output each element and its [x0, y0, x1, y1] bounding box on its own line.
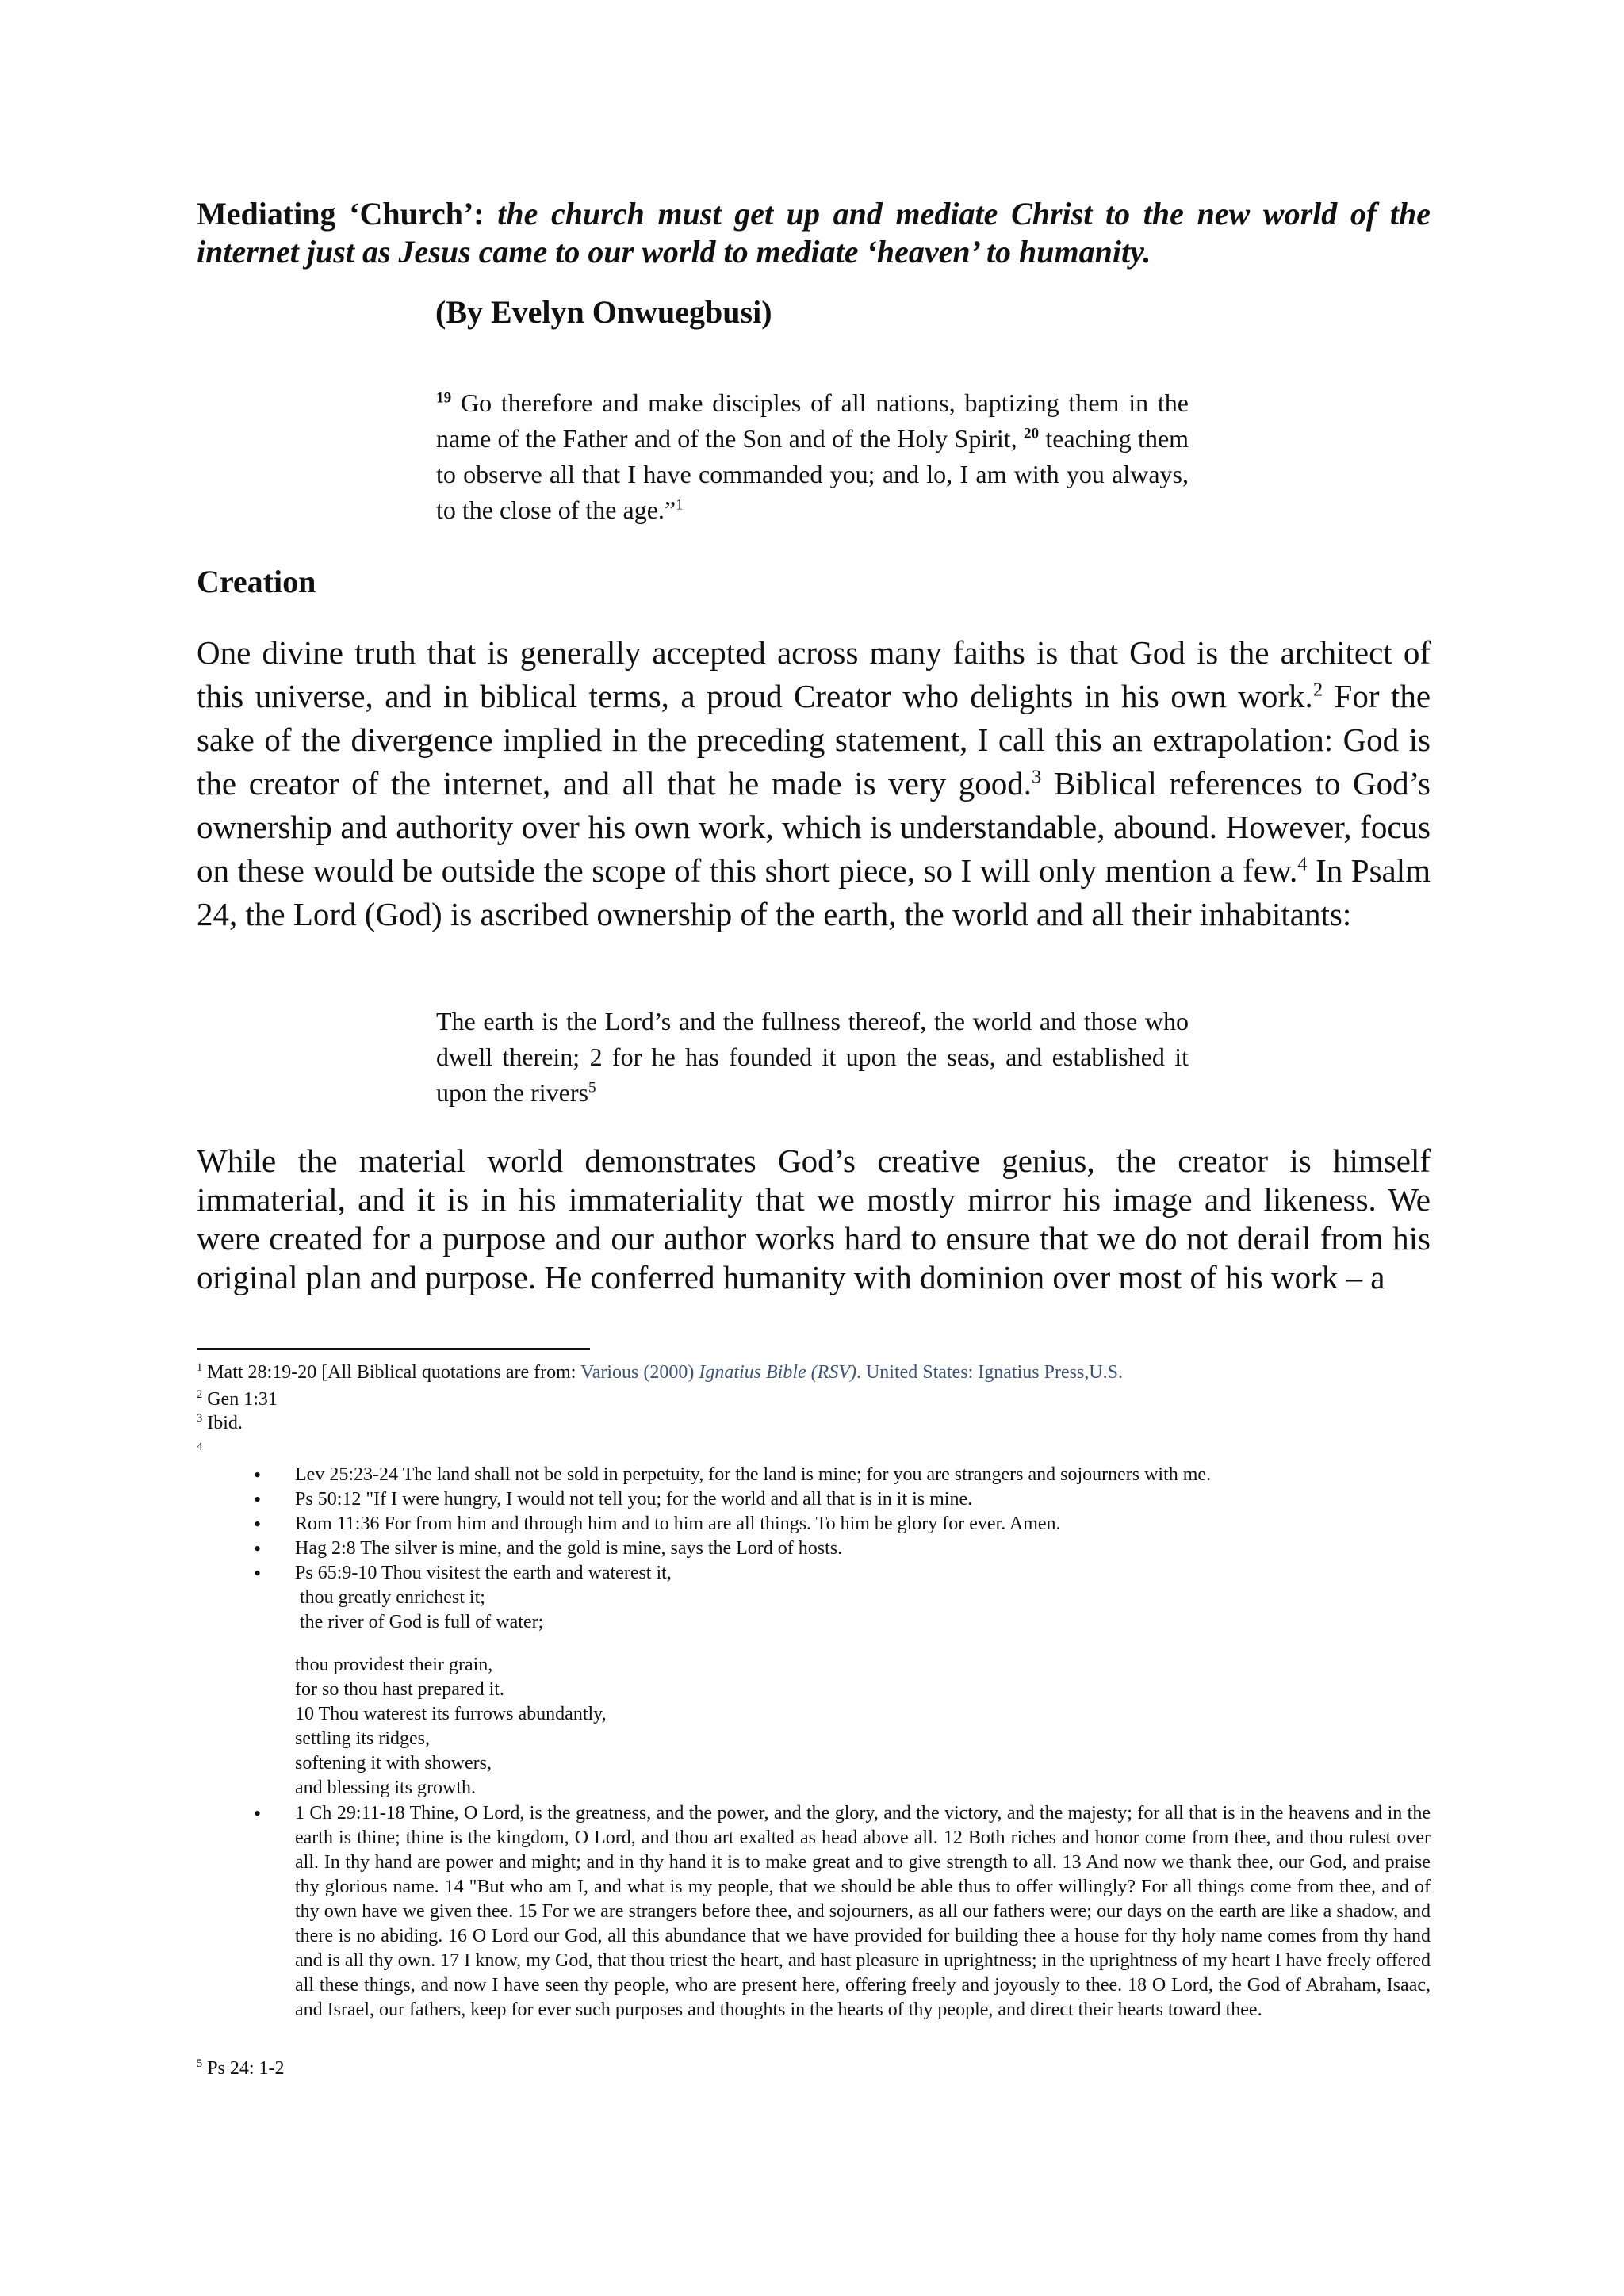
paragraph-text: For the sake of the divergence implied in the preceding statement, I call this an extrapolation: God is the creator of the internet, and all that he made is very good.: [197, 678, 1431, 802]
footnote-text: Ibid.: [207, 1413, 243, 1433]
epigraph-text: Go therefore and make disciples of all nations, baptizing them in the name of the Father and of the Son and of the Holy Spirit,: [436, 388, 1189, 453]
footnote-ref[interactable]: 3: [1032, 766, 1042, 788]
verse-number: 19: [436, 389, 452, 407]
footnote-ref[interactable]: 2: [1312, 679, 1323, 701]
footnote-1: [197, 1360, 1434, 1384]
verse-line: softening it with showers,: [295, 1753, 492, 1774]
list-item: • Ps 50:12 "If I were hungry, I would not tell you; for the world and all that is in it is mine.: [295, 1487, 1431, 1512]
verse-line: for so thou hast prepared it.: [295, 1679, 504, 1700]
footnote-text: Ps 24: 1-2: [207, 2058, 285, 2079]
verse-line: 10 Thou waterest its furrows abundantly,: [295, 1704, 607, 1724]
verse-number: 20: [1023, 425, 1040, 442]
paragraph-text: One divine truth that is generally accepted across many faiths is that God is the architect of this universe, and in biblical terms, a proud Creator who delights in his own work.: [197, 634, 1431, 714]
footnote-text: Matt 28:19-20 [All Biblical quotations are from:: [207, 1362, 576, 1383]
footnote-number: 3: [197, 1412, 203, 1425]
footnote-4: 4: [197, 1441, 203, 1453]
footnote-number: 5: [197, 2057, 203, 2070]
list-item: • Rom 11:36 For from him and through him and to him are all things. To him be glory for ever. Amen.: [295, 1512, 1431, 1536]
verse-line: thou greatly enrichest it;: [295, 1587, 485, 1608]
list-item: • Lev 25:23-24 The land shall not be sold in perpetuity, for the land is mine; for you are strangers and sojourners with me.: [295, 1463, 1431, 1487]
citation-author: Various (2000): [580, 1362, 695, 1383]
footnote-5: [197, 2057, 285, 2080]
article-title: [197, 195, 1431, 271]
verse-lines: [295, 1586, 1431, 1635]
paragraph-text: Biblical references to God’s ownership and authority over his own work, which is understandable, abound. However, focus on these would be outside the scope of this short piece, so I will only mention a few.: [197, 765, 1431, 889]
citation-title: Ignatius Bible (RSV): [699, 1362, 856, 1383]
verse-continuation: [295, 1653, 607, 1800]
citation-publisher: . United States: Ignatius Press,U.S.: [856, 1362, 1123, 1383]
paragraph-text: In Psalm 24, the Lord (God) is ascribed ownership of the earth, the world and all their inhabitants:: [197, 852, 1431, 932]
footnote-number: 2: [197, 1388, 203, 1401]
body-paragraph: While the material world demonstrates God’s creative genius, the creator is himself immaterial, and it is in his immateriality that we mostly mirror his image and likeness. We were created for a purpose and our author works hard to ensure that we do not derail from his original plan and purpose. He conferred humanity with dominion over most of his work – a: [197, 1142, 1431, 1295]
verse-line: • Ps 65:9-10 Thou visitest the earth and waterest it,: [295, 1563, 672, 1583]
verse-line: and blessing its growth.: [295, 1777, 476, 1798]
list-item: [295, 1561, 1431, 1635]
citation-link[interactable]: [580, 1362, 1123, 1383]
title-subtitle: the church must get up and mediate Christ to the new world of the internet just as Jesus came to our world to mediate ‘heaven’ to humanity.: [197, 196, 1431, 270]
footnote-2: [197, 1387, 278, 1411]
block-quote: [436, 1004, 1189, 1111]
list-item: • 1 Ch 29:11-18 Thine, O Lord, is the greatness, and the power, and the glory, and the victory, and the majesty; for all that is in the heavens and in the earth is thine; thine is the kingdom, O Lord, and thou art exalted as head above all. 12 Both riches and honor come from thee, and thou rulest over all. In thy hand are power and might; and in thy hand it is to make great and to give strength to all. 13 And now we thank thee, our God, and praise thy glorious name. 14 "But who am I, and what is my people, that we should be able thus to offer willingly? For all things come from thee, and of thy own have we given thee. 15 For we are strangers before thee, and sojourners, as all our fathers were; our days on the earth are like a shadow, and there is no abiding. 16 O Lord our God, all this abundance that we have provided for building thee a house for thy holy name comes from thy hand and is all thy own. 17 I know, my God, that thou triest the heart, and hast pleasure in uprightness; in the uprightness of my heart I have freely offered all these things, and now I have seen thy people, who are present here, offering freely and joyously to thee. 18 O Lord, the God of Abraham, Isaac, and Israel, our fathers, keep for ever such purposes and thoughts in the hearts of thy people, and direct their hearts toward thee.: [295, 1801, 1431, 2022]
body-paragraph: [197, 631, 1431, 936]
footnote-divider: [197, 1348, 590, 1350]
footnote-number: 1: [197, 1361, 203, 1374]
footnote-ref[interactable]: 5: [588, 1079, 596, 1096]
epigraph-quote: [436, 385, 1189, 528]
footnote-3: [197, 1411, 243, 1435]
verse-line: settling its ridges,: [295, 1728, 430, 1749]
verse-line: thou providest their grain,: [295, 1655, 493, 1675]
quote-text: The earth is the Lord’s and the fullness thereof, the world and those who dwell therein; 2 for he has founded it upon the seas, and established it upon the rivers: [436, 1007, 1189, 1107]
footnote-ref[interactable]: 1: [676, 496, 684, 514]
verse-line: the river of God is full of water;: [295, 1612, 544, 1632]
footnote-ref[interactable]: 4: [1297, 853, 1308, 875]
list-item: • Hag 2:8 The silver is mine, and the gold is mine, says the Lord of hosts.: [295, 1536, 1431, 1561]
title-lead: Mediating ‘Church’:: [197, 196, 485, 232]
byline: (By Evelyn Onwuegbusi): [435, 294, 772, 330]
section-heading: Creation: [197, 564, 316, 599]
footnote-4-list-cont: [295, 1801, 1431, 2022]
footnote-4-list: [295, 1463, 1431, 1635]
footnote-text: Gen 1:31: [207, 1389, 278, 1410]
epigraph-text: teaching them to observe all that I have commanded you; and lo, I am with you always, to the close of the age.”: [436, 424, 1189, 524]
